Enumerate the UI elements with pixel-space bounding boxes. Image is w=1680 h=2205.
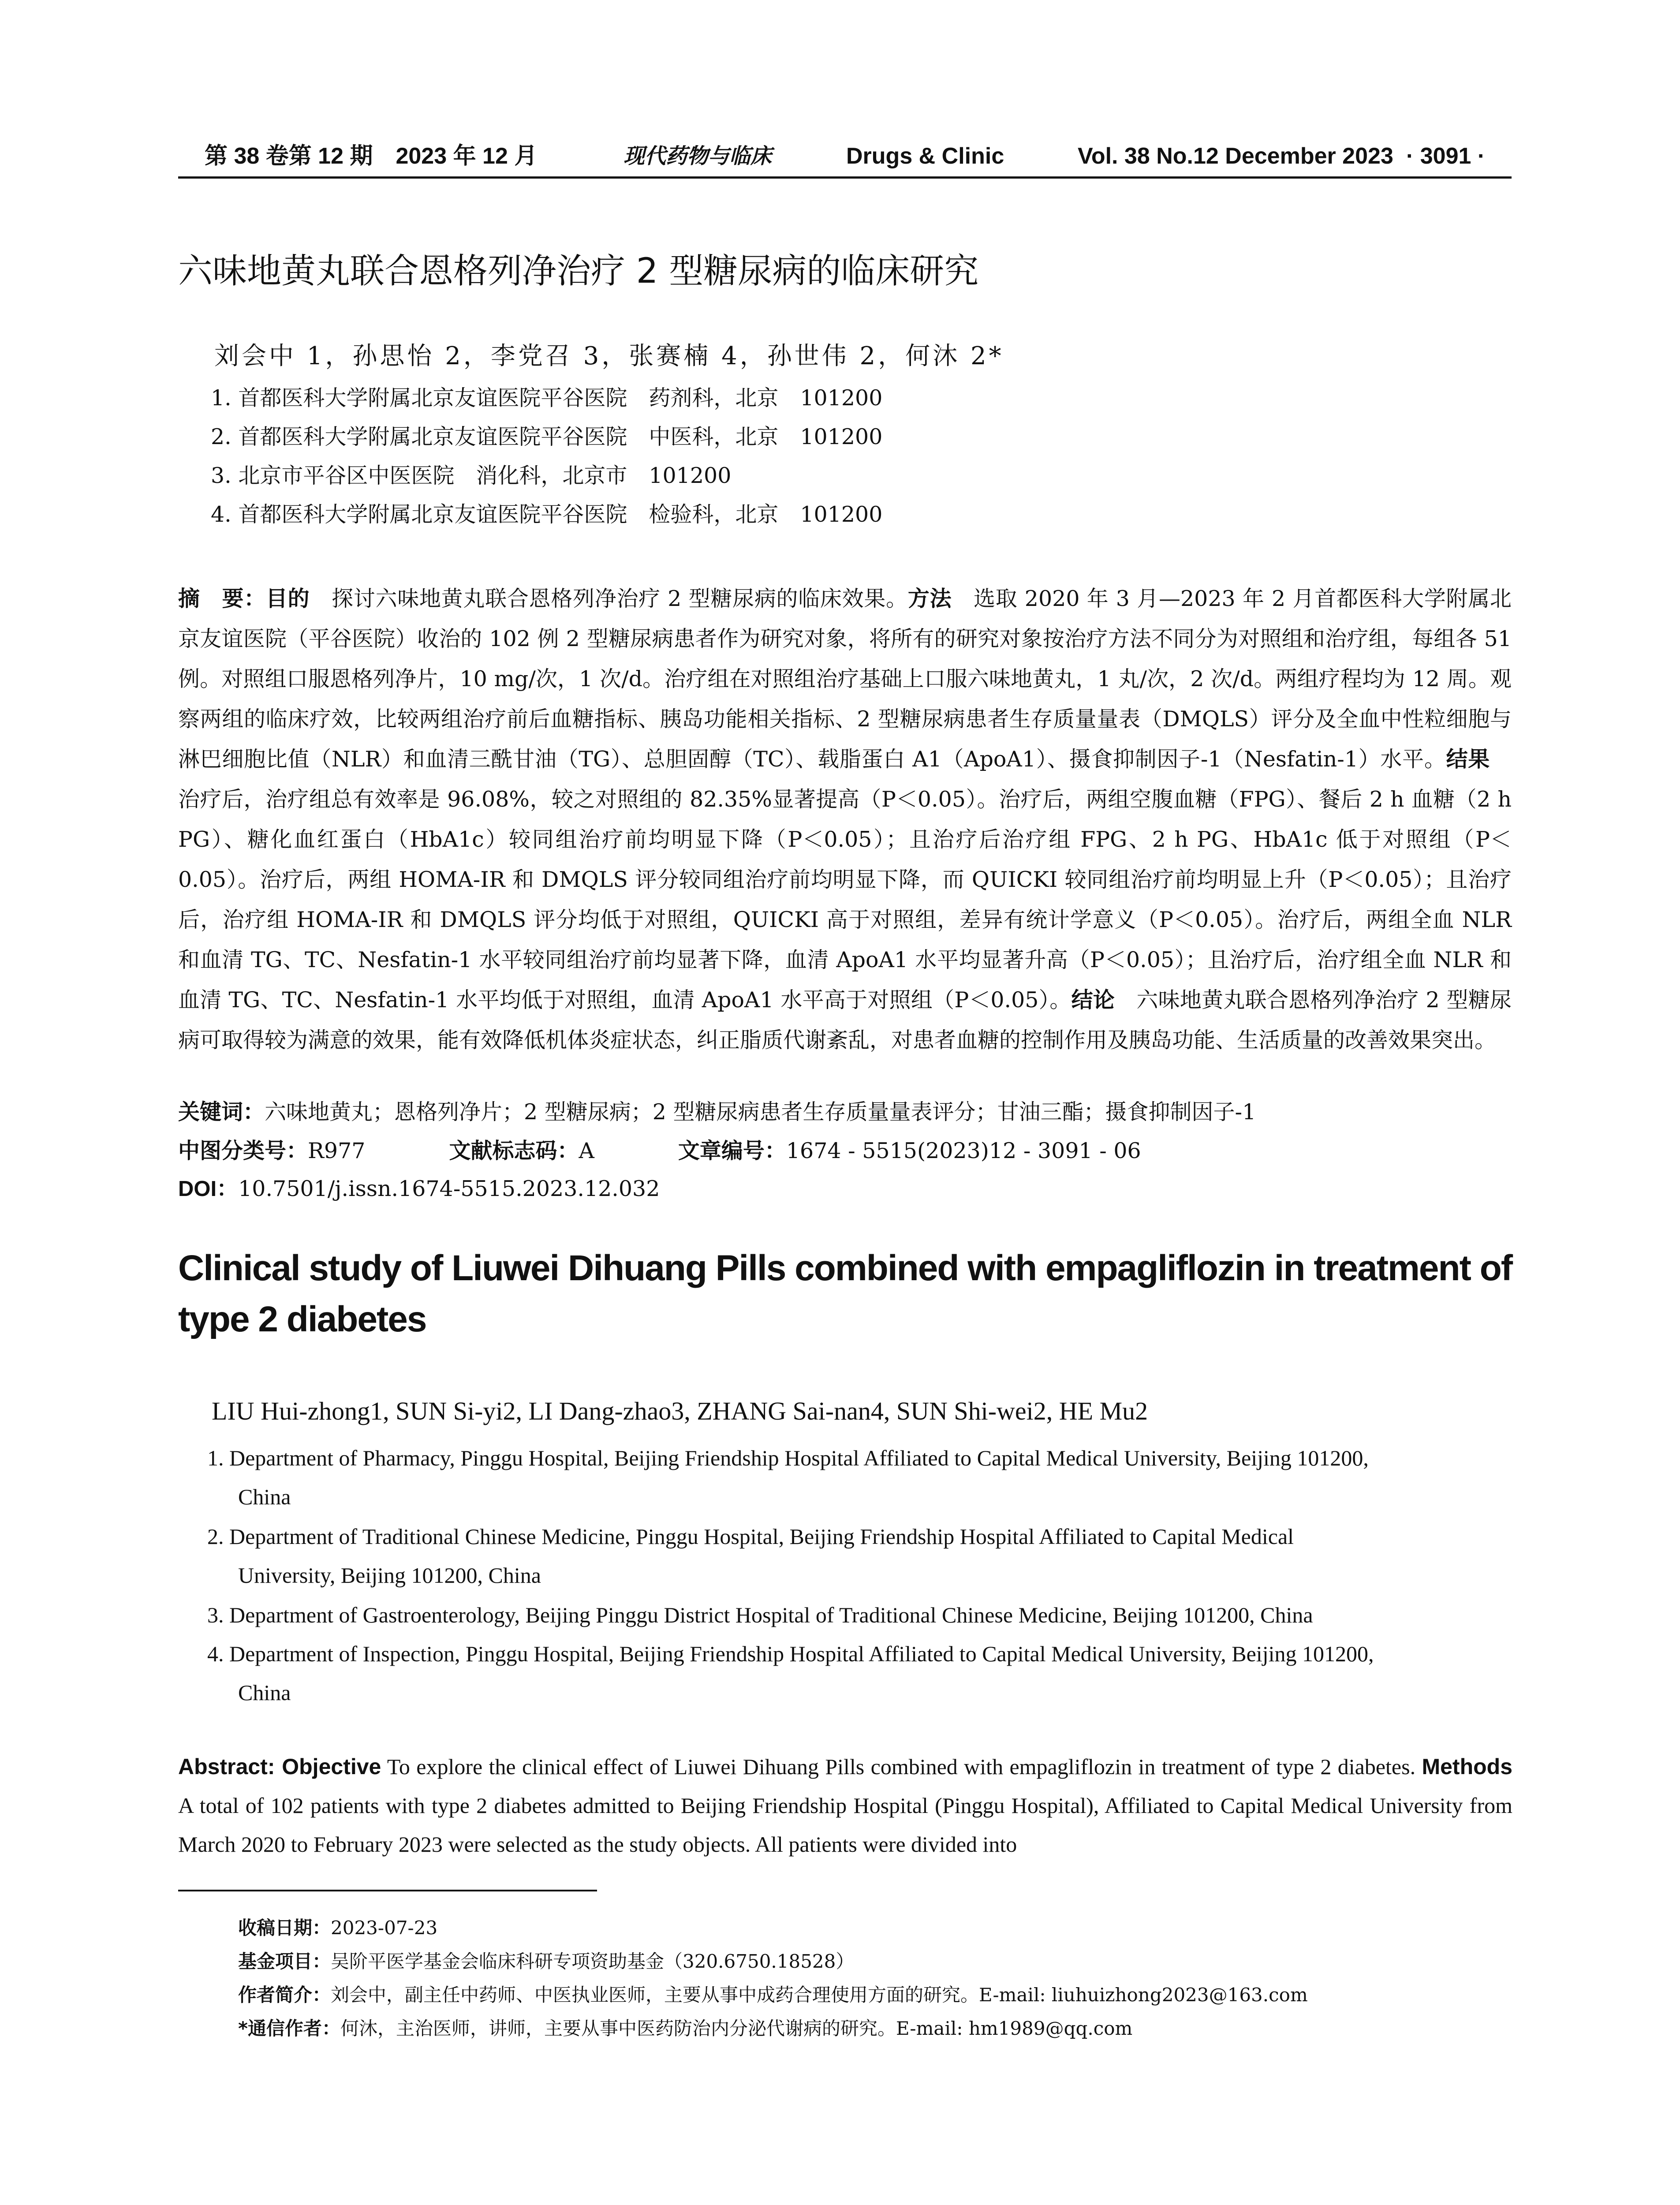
- affiliation-en-4: [207, 1634, 1512, 1712]
- title-en: Clinical study of Liuwei Dihuang Pills combined with empagliflozin in treatment of type 2 diabetes: [178, 1248, 1512, 1339]
- footnote-received: [238, 1914, 437, 1942]
- conclusion-label-cn: 结论: [1071, 987, 1115, 1013]
- header-journal-cn: 现代药物与临床: [623, 144, 772, 168]
- footnote-fund: [238, 1947, 854, 1976]
- fund-label: 基金项目：: [238, 1951, 331, 1972]
- classification-line: [178, 1133, 1141, 1169]
- affiliation-en-4-line: 4. Department of Inspection, Pinggu Hospital, Beijing Friendship Hospital Affiliated to Capital Medical University, Beijing 101200,: [207, 1641, 1374, 1666]
- conclusion-cn: 六味地黄丸联合恩格列净治疗 2 型糖尿病可取得较为满意的效果，能有效降低机体炎症状态，纠正脂质代谢紊乱，对患者血糖的控制作用及胰岛功能、生活质量的改善效果突出。: [178, 987, 1512, 1053]
- doc-code-label: 文献标志码：: [449, 1138, 579, 1163]
- methods-label-en: Methods: [1422, 1754, 1513, 1779]
- affiliation-en-1: [207, 1439, 1512, 1516]
- footnote-rule: [178, 1890, 597, 1891]
- running-header: [178, 140, 1512, 172]
- affiliation-en-1-line: 1. Department of Pharmacy, Pinggu Hospital, Beijing Friendship Hospital Affiliated to Capital Medical University, Beijing 101200,: [207, 1446, 1369, 1470]
- keywords-text: 六味地黄丸；恩格列净片；2 型糖尿病；2 型糖尿病患者生存质量量表评分；甘油三酯；摄食抑制因子-1: [265, 1099, 1256, 1125]
- doi-line: [178, 1171, 660, 1207]
- results-label-cn: 结果: [1446, 747, 1490, 772]
- footnote-corresponding: [238, 2014, 1132, 2043]
- affiliation-cn-4: 4. 首都医科大学附属北京友谊医院平谷医院 检验科，北京 101200: [211, 502, 883, 527]
- abstract-cn: [178, 579, 1512, 1060]
- doc-code-value: A: [579, 1138, 594, 1163]
- corresponding-label: *通信作者：: [238, 2018, 340, 2039]
- results-cn: 治疗后，治疗组总有效率是 96.08%，较之对照组的 82.35%显著提高（P＜0.05）。治疗后，两组空腹血糖（FPG）、餐后 2 h 血糖（2 h PG）、糖化血红蛋白（HbA1c）较同组治疗前均明显下降（P＜0.05）；且治疗后治疗组 FPG、2 h PG、HbA1c 低于对照组（P＜0.05）。治疗后，两组 HOMA-IR 和 DMQLS 评分较同组治疗前均明显下降，而 QUICKI 较同组治疗前均明显上升（P＜0.05）；且治疗后，治疗组 HOMA-IR 和 DMQLS 评分均低于对照组，QUICKI 高于对照组，差异有统计学意义（P＜0.05）。治疗后，两组全血 NLR 和血清 TG、TC、Nesfatin-1 水平较同组治疗前均显著下降，血清 ApoA1 水平均显著升高（P＜0.05）；且治疗后，治疗组全血 NLR 和血清 TG、TC、Nesfatin-1 水平均低于对照组，血清 ApoA1 水平高于对照组（P＜0.05）。: [178, 747, 1512, 1013]
- affiliation-en-2-cont: University, Beijing 101200, China: [238, 1563, 541, 1588]
- methods-en: A total of 102 patients with type 2 diabetes admitted to Beijing Friendship Hospital (Pinggu Hospital), Affiliated to Capital Medical University from March 2020 to February 2023 were selected as the study objects. All patients were divided into: [178, 1793, 1512, 1857]
- received-label: 收稿日期：: [238, 1917, 331, 1939]
- affiliation-en-3-line: 3. Department of Gastroenterology, Beijing Pinggu District Hospital of Traditional Chinese Medicine, Beijing 101200, China: [207, 1603, 1313, 1627]
- affiliation-cn-3: 3. 北京市平谷区中医医院 消化科，北京市 101200: [211, 463, 732, 488]
- authors-cn: 刘会中 1，孙思怡 2，李党召 3，张赛楠 4，孙世伟 2，何沐 2*: [214, 342, 1004, 370]
- article-number-label: 文章编号：: [678, 1138, 786, 1163]
- fund-text: 吴阶平医学基金会临床科研专项资助基金（320.6750.18528）: [331, 1951, 855, 1972]
- objective-label-cn: 目的: [265, 586, 310, 611]
- authors-en: LIU Hui-zhong1, SUN Si-yi2, LI Dang-zhao3, ZHANG Sai-nan4, SUN Shi-wei2, HE Mu2: [212, 1397, 1148, 1425]
- article-number-value: 1674 - 5515(2023)12 - 3091 - 06: [786, 1138, 1141, 1163]
- objective-en: To explore the clinical effect of Liuwei Dihuang Pills combined with empagliflozin in treatment of type 2 diabetes.: [381, 1754, 1422, 1779]
- affiliation-en-2: [207, 1517, 1512, 1595]
- abstract-en: [178, 1747, 1512, 1864]
- keywords-label: 关键词：: [178, 1099, 265, 1125]
- objective-cn: 探讨六味地黄丸联合恩格列净治疗 2 型糖尿病的临床效果。: [310, 586, 908, 611]
- clc-label: 中图分类号：: [178, 1138, 308, 1163]
- abstract-en-label: Abstract:: [178, 1754, 282, 1779]
- methods-cn: 选取 2020 年 3 月—2023 年 2 月首都医科大学附属北京友谊医院（平谷医院）收治的 102 例 2 型糖尿病患者作为研究对象，将所有的研究对象按治疗方法不同分为对照组和治疗组，每组各 51 例。对照组口服恩格列净片，10 mg/次，1 次/d。治疗组在对照组治疗基础上口服六味地黄丸，1 丸/次，2 次/d。两组疗程均为 12 周。观察两组的临床疗效，比较两组治疗前后血糖指标、胰岛功能相关指标、2 型糖尿病患者生存质量量表（DMQLS）评分及全血中性粒细胞与淋巴细胞比值（NLR）和血清三酰甘油（TG）、总胆固醇（TC）、载脂蛋白 A1（ApoA1）、摄食抑制因子-1（Nesfatin-1）水平。: [178, 586, 1512, 772]
- doi-label: DOI：: [178, 1177, 239, 1201]
- methods-label-cn: 方法: [907, 586, 952, 611]
- footnote-author-bio: [238, 1981, 1308, 2009]
- affiliation-en-3: [207, 1596, 1512, 1634]
- objective-label-en: Objective: [282, 1754, 381, 1779]
- affiliation-en-4-cont: China: [238, 1680, 291, 1705]
- header-page-number: · 3091 ·: [1406, 143, 1486, 169]
- affiliation-cn-1: 1. 首都医科大学附属北京友谊医院平谷医院 药剂科，北京 101200: [211, 385, 883, 411]
- abstract-cn-label: 摘 要：: [178, 586, 266, 611]
- header-volume-cn: 第 38 卷第 12 期 2023 年 12 月: [205, 143, 538, 169]
- bio-label: 作者简介：: [238, 1984, 331, 2006]
- title-cn: 六味地黄丸联合恩格列净治疗 2 型糖尿病的临床研究: [178, 251, 979, 291]
- clc-value: R977: [308, 1138, 366, 1163]
- keywords-line: [178, 1095, 1256, 1130]
- header-volume-en: Vol. 38 No.12 December 2023: [1078, 143, 1393, 169]
- doi-value: 10.7501/j.issn.1674-5515.2023.12.032: [238, 1176, 660, 1201]
- affiliation-en-1-cont: China: [238, 1484, 291, 1509]
- affiliation-en-2-line: 2. Department of Traditional Chinese Medicine, Pinggu Hospital, Beijing Friendship Hospital Affiliated to Capital Medical: [207, 1524, 1294, 1549]
- header-rule: [178, 176, 1512, 179]
- bio-text: 刘会中，副主任中药师、中医执业医师，主要从事中成药合理使用方面的研究。E-mail: liuhuizhong2023@163.com: [331, 1984, 1308, 2006]
- affiliation-cn-2: 2. 首都医科大学附属北京友谊医院平谷医院 中医科，北京 101200: [211, 424, 883, 449]
- received-date: 2023-07-23: [331, 1917, 438, 1939]
- corresponding-text: 何沐，主治医师，讲师，主要从事中医药防治内分泌代谢病的研究。E-mail: hm1989@qq.com: [340, 2018, 1133, 2039]
- header-journal-en: Drugs & Clinic: [846, 143, 1004, 169]
